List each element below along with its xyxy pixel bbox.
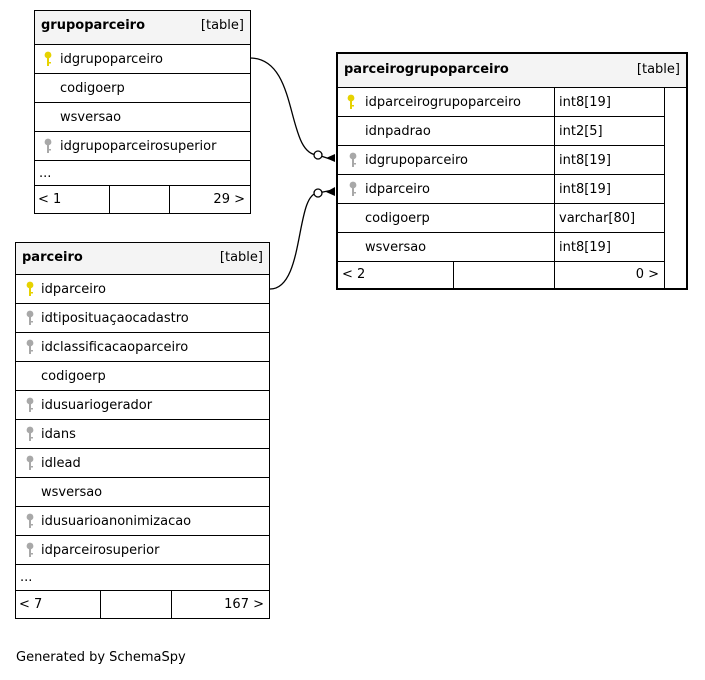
column-name: codigoerp [41,369,106,384]
column-row [16,536,269,565]
footer-children-count: 167 > [171,591,269,618]
column-row [338,204,664,233]
footer-middle [453,262,554,288]
table-footer [16,591,269,618]
relationship-grupoparceiro-to-parceirogrupoparceiro [250,58,333,160]
table-grupoparceiro [34,10,251,214]
foreign-key-icon [26,513,34,529]
column-row [338,117,664,146]
relationship-crowfoot [326,154,335,162]
column-row [35,74,250,103]
column-name: idlead [41,456,81,471]
column-name: idusuariogerador [41,398,153,413]
column-row [338,146,664,175]
column-type: int8[19] [554,88,664,116]
column-name: codigoerp [365,211,430,226]
table-kind: [table] [219,250,263,265]
foreign-key-icon [349,152,357,168]
table-kind: [table] [200,18,244,33]
column-row [16,420,269,449]
column-name: idparceirogrupoparceiro [365,95,521,110]
table-footer [35,186,250,213]
column-name: idgrupoparceirosuperior [60,139,217,154]
column-name: idans [41,427,76,442]
footer-children-count: 0 > [554,262,664,288]
table-header [338,54,686,88]
column-row [35,103,250,132]
primary-key-icon [44,51,52,67]
column-name: idnpadrao [365,124,431,139]
column-row [16,333,269,362]
foreign-key-icon [26,455,34,471]
column-row [35,132,250,161]
column-name: idparceirosuperior [41,543,160,558]
foreign-key-icon [44,138,52,154]
column-type: int8[19] [554,175,664,203]
column-row [338,88,664,117]
table-footer [338,262,664,288]
footer-children-count: 29 > [169,186,250,213]
column-row [16,449,269,478]
column-name: idparceiro [365,182,430,197]
footer-parents-count: < 7 [19,597,43,612]
column-row [16,362,269,391]
table-parceirogrupoparceiro [336,52,688,290]
foreign-key-icon [26,426,34,442]
table-name: grupoparceiro [41,18,146,33]
column-name: idclassificacaoparceiro [41,340,189,355]
column-type: int8[19] [554,233,664,261]
column-name: idusuarioanonimizacao [41,514,192,529]
column-name: idtiposituaçaocadastro [41,311,189,326]
column-name: wsversao [41,485,103,500]
table-kind: [table] [636,62,680,77]
column-row [338,175,664,204]
footer-parents-count: < 2 [342,267,366,282]
column-row [16,565,269,591]
footer-middle [109,186,169,213]
column-row [338,233,664,262]
relationship-parceiro-to-parceirogrupoparceiro [270,190,333,289]
column-name: wsversao [60,110,122,125]
primary-key-icon [347,94,355,110]
generated-by-text: Generated by SchemaSpy [16,650,186,665]
column-row [16,304,269,333]
column-name: idgrupoparceiro [365,153,468,168]
column-row [16,391,269,420]
column-type: int8[19] [554,146,664,174]
foreign-key-icon [26,542,34,558]
more-columns: ... [20,570,33,585]
column-row [16,275,269,304]
foreign-key-icon [26,310,34,326]
footer-parents-count: < 1 [38,192,62,207]
column-type: int2[5] [554,117,664,145]
table-name: parceiro [22,250,83,265]
column-row [35,45,250,74]
column-type: varchar[80] [554,204,664,232]
foreign-key-icon [26,339,34,355]
column-name: idparceiro [41,282,106,297]
foreign-key-icon [349,181,357,197]
foreign-key-icon [26,397,34,413]
primary-key-icon [26,281,34,297]
column-name: idgrupoparceiro [60,52,163,67]
table-header [35,11,250,45]
relationship-end-circle [314,151,322,159]
column-name: wsversao [365,240,427,255]
column-name: codigoerp [60,81,125,96]
relationship-end-circle [314,189,322,197]
column-row [16,507,269,536]
column-row [35,161,250,186]
relationship-crowfoot [326,187,335,196]
table-parceiro [15,242,270,619]
more-columns: ... [39,166,52,181]
table-name: parceirogrupoparceiro [344,62,509,77]
column-row [16,478,269,507]
table-header [16,243,269,275]
footer-middle [100,591,171,618]
